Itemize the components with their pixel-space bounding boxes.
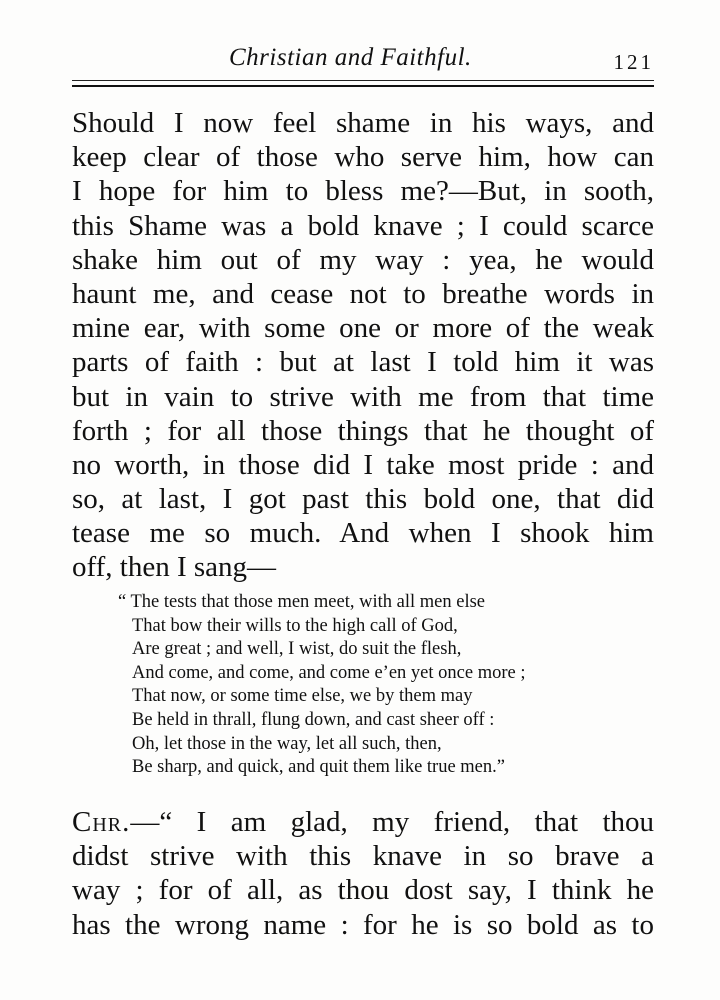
verse-block	[118, 591, 638, 780]
text-line: has the wrong name : for he is so bold as to	[72, 908, 654, 941]
header-rule-thin	[72, 80, 654, 81]
text-fragment: —“ I am glad, my friend, that thou	[130, 806, 654, 838]
verse-line: Are great ; and well, I wist, do suit the flesh,	[132, 639, 462, 660]
verse-line: “ The tests that those men meet, with all men else	[118, 592, 485, 612]
text-line: haunt me, and cease not to breathe words in	[72, 277, 654, 310]
paragraph-1	[72, 106, 654, 585]
text-line: mine ear, with some one or more of the weak	[72, 312, 654, 345]
header-rule-thick	[72, 85, 654, 87]
text-line: shake him out of my way : yea, he would	[72, 243, 654, 276]
text-line: way ; for of all, as thou dost say, I think he	[72, 874, 654, 907]
verse-line: Be held in thrall, flung down, and cast sheer off :	[132, 709, 495, 730]
verse-line: Be sharp, and quick, and quit them like true men.”	[132, 757, 505, 778]
verse-line: Oh, let those in the way, let all such, then,	[132, 733, 442, 754]
verse-line: That bow their wills to the high call of God,	[132, 615, 458, 636]
text-line: I hope for him to bless me?—But, in sooth,	[72, 175, 654, 208]
text-line	[72, 805, 654, 839]
text-line: tease me so much. And when I shook him	[72, 517, 654, 550]
text-line: didst strive with this knave in so brave a	[72, 840, 654, 873]
text-line: so, at last, I got past this bold one, that did	[72, 483, 654, 516]
verse-line: And come, and come, and come e’en yet once more ;	[132, 662, 526, 683]
text-line: keep clear of those who serve him, how can	[72, 141, 654, 174]
verse-line: That now, or some time else, we by them may	[132, 686, 473, 707]
page-number: 121	[613, 50, 654, 74]
text-line: parts of faith : but at last I told him it was	[72, 346, 654, 379]
text-line: but in vain to strive with me from that time	[72, 380, 654, 413]
text-line: forth ; for all those things that he thought of	[72, 414, 654, 447]
paragraph-2	[72, 805, 654, 942]
text-line: Should I now feel shame in his ways, and	[72, 107, 654, 139]
running-head	[72, 44, 654, 78]
text-line: this Shame was a bold knave ; I could scarce	[72, 209, 654, 242]
running-title: Christian and Faithful.	[229, 44, 472, 71]
text-line: off, then I sang—	[72, 551, 277, 584]
text-line: no worth, in those did I take most pride : and	[72, 448, 654, 481]
speaker-label: Chr.	[72, 806, 131, 838]
